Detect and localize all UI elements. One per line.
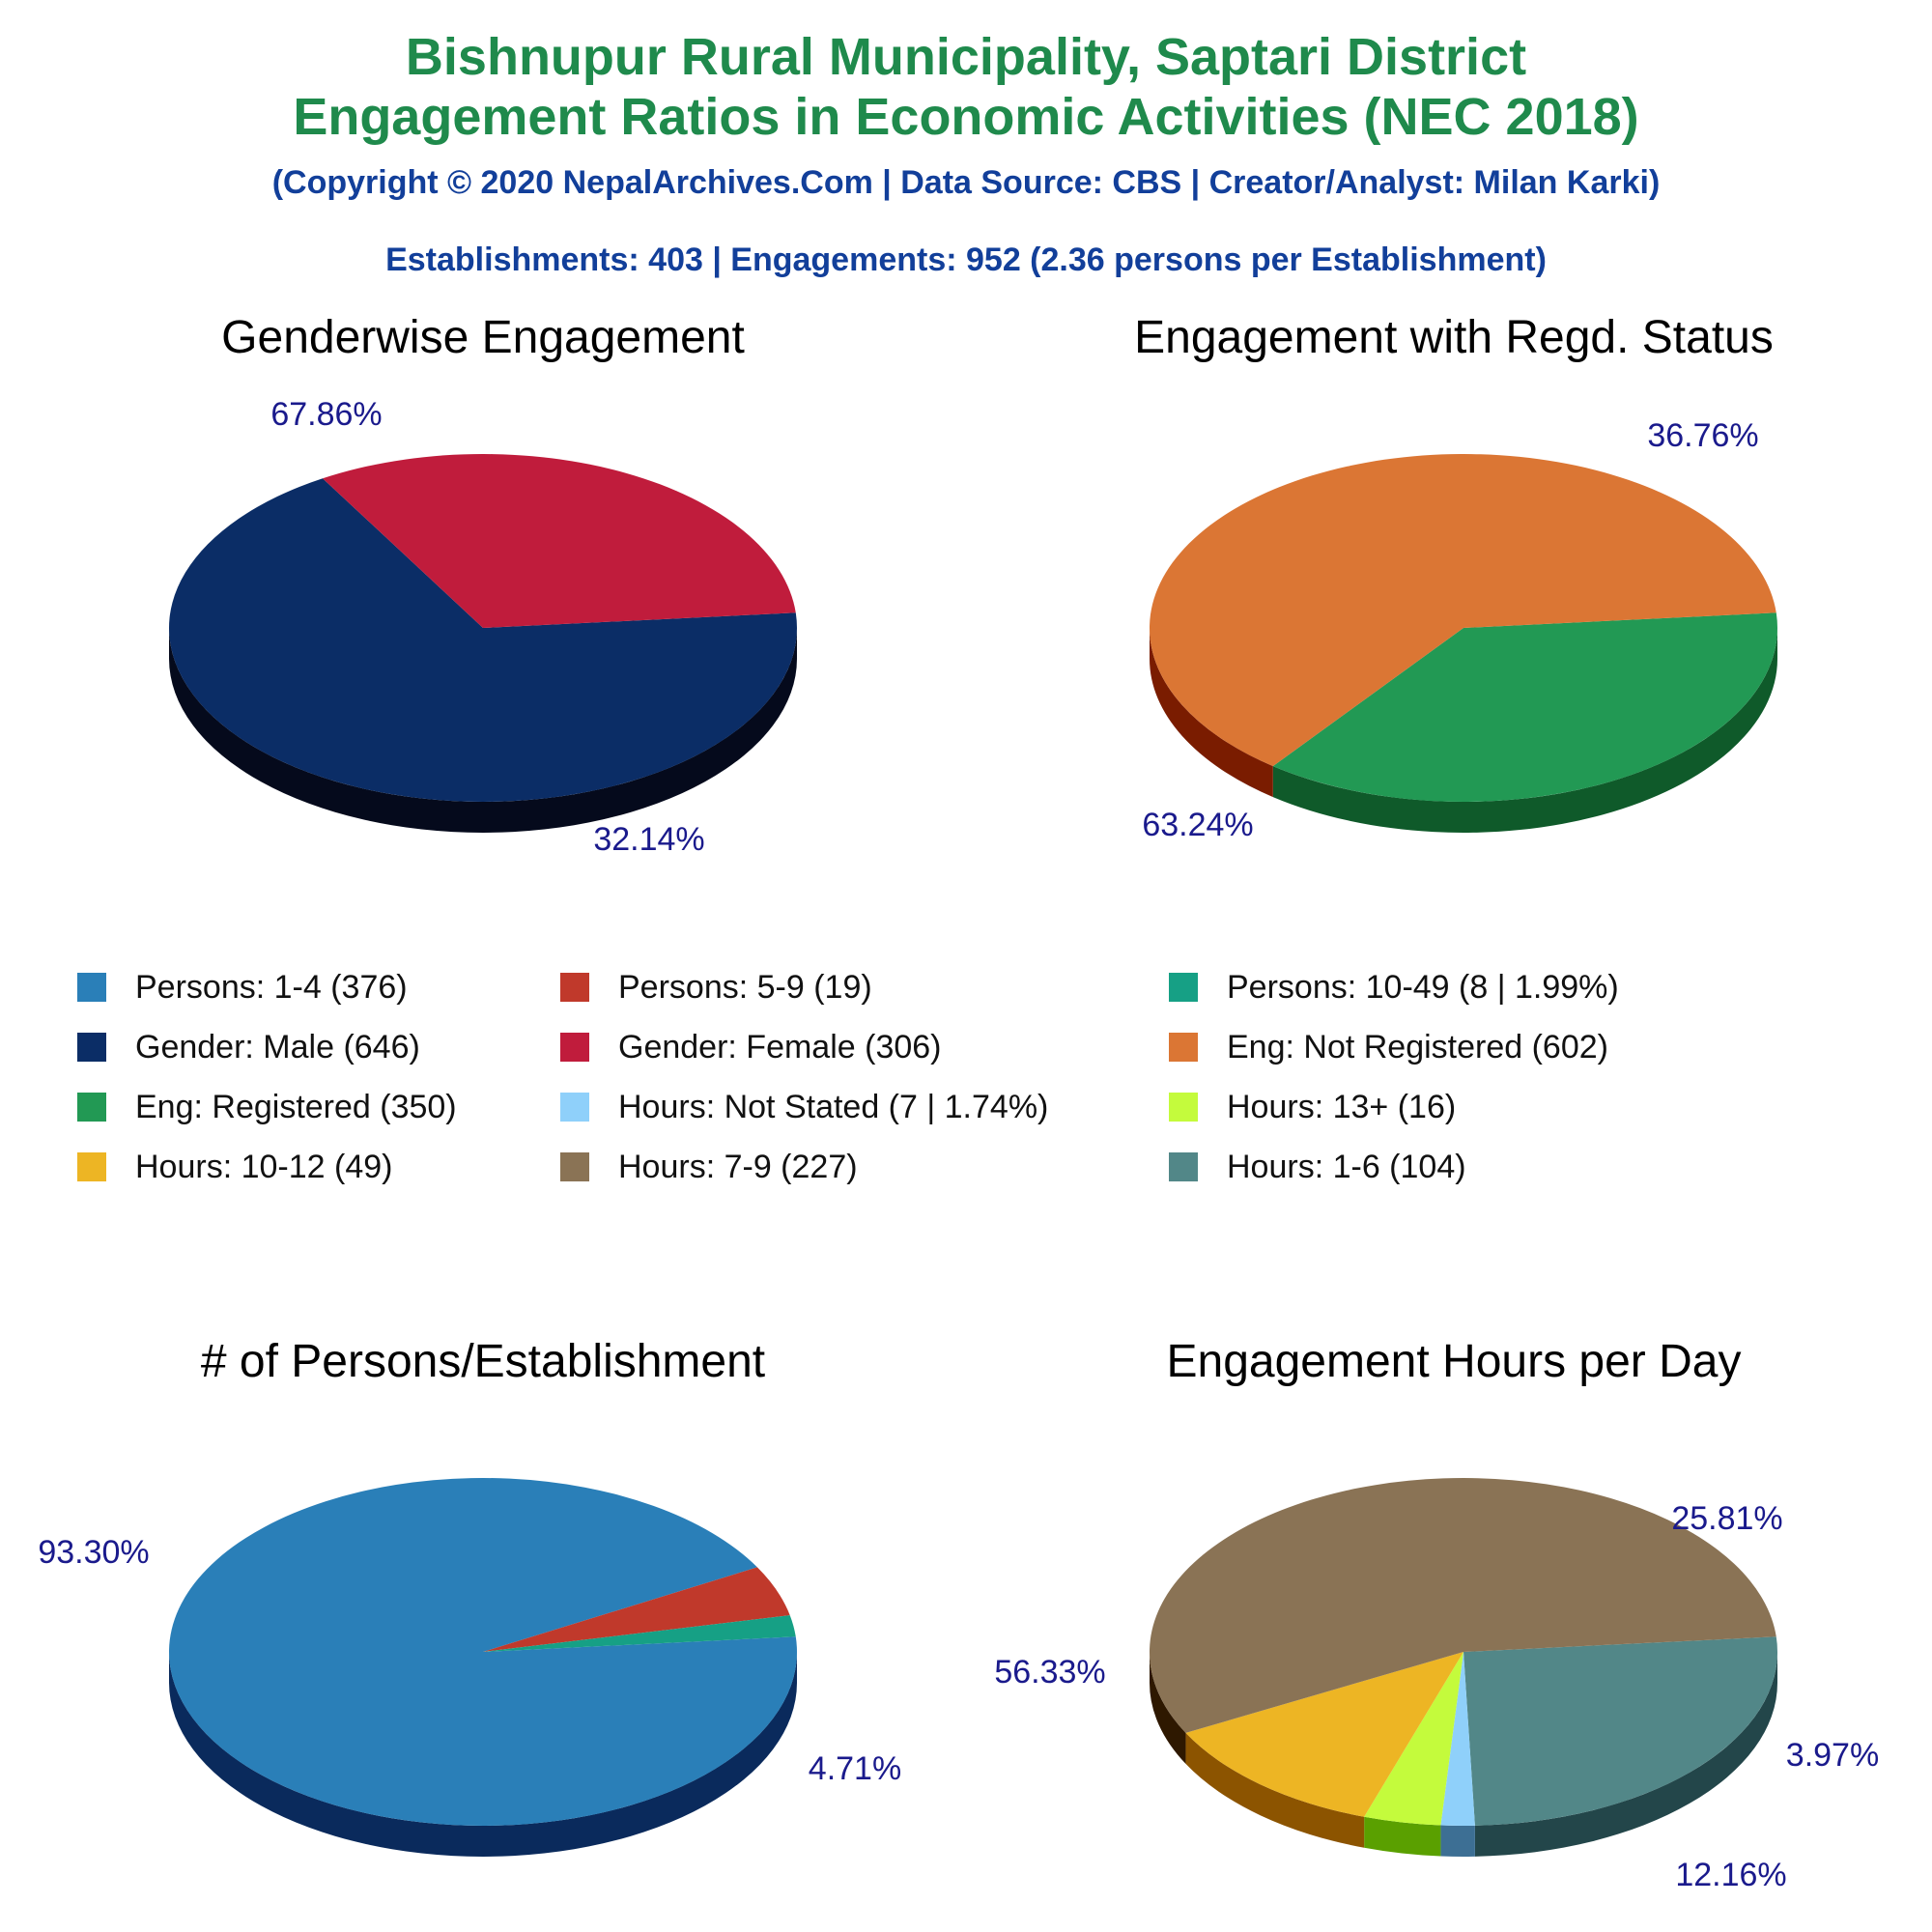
legend-item-hours-1-6-104 [1169, 1148, 1466, 1186]
percent-label-persons-1-4: 93.30% [38, 1534, 150, 1571]
percent-label-eng-not-registered: 63.24% [1142, 807, 1254, 843]
legend-item-hours-13-16 [1169, 1088, 1456, 1126]
legend-label: Hours: 1-6 (104) [1227, 1148, 1466, 1185]
pie-side-hours-not-stated [1440, 1826, 1474, 1857]
percent-label-hours-10-12: 12.16% [1675, 1857, 1787, 1893]
pie-chart-2 [1134, 312, 1777, 843]
legend-swatch [1169, 1152, 1198, 1181]
legend-item-hours-7-9-227 [560, 1148, 858, 1186]
legend-swatch [560, 1033, 589, 1062]
percent-label-persons-5-9: 4.71% [808, 1750, 902, 1787]
pie-chart-3 [38, 1336, 901, 1857]
legend-label: Eng: Not Registered (602) [1227, 1028, 1608, 1065]
pie-slice-hours-1-6 [1463, 1636, 1777, 1826]
legend-label: Gender: Male (646) [135, 1028, 420, 1065]
legend-label: Eng: Registered (350) [135, 1088, 457, 1125]
legend-label: Hours: 10-12 (49) [135, 1148, 393, 1185]
legend-label: Hours: 13+ (16) [1227, 1088, 1457, 1125]
legend-item-hours-10-12-49 [77, 1148, 392, 1186]
legend-label: Persons: 10-49 (8 | 1.99%) [1227, 968, 1619, 1006]
percent-label-gender-female: 32.14% [593, 821, 705, 858]
percent-label-gender-male: 67.86% [270, 396, 383, 433]
legend-swatch [77, 1093, 106, 1122]
pie-title: Engagement Hours per Day [1166, 1336, 1742, 1387]
legend-swatch [77, 1152, 106, 1181]
legend-item-gender-female-306 [560, 1028, 942, 1066]
percent-label-eng-registered: 36.76% [1647, 417, 1759, 454]
copyright-line: (Copyright © 2020 NepalArchives.Com | Data Source: CBS | Creator/Analyst: Milan Karki) [271, 164, 1661, 201]
percent-label-hours-1-6: 25.81% [1671, 1500, 1783, 1537]
chart-title-line2: Engagement Ratios in Economic Activities (NEC 2018) [293, 88, 1639, 146]
legend-item-persons-10-49-8-1-99 [1169, 968, 1619, 1007]
legend-swatch [1169, 973, 1198, 1002]
legend-swatch [560, 1093, 589, 1122]
legend-label: Hours: 7-9 (227) [618, 1148, 858, 1185]
pie-title: Genderwise Engagement [221, 312, 745, 363]
chart-title-line1: Bishnupur Rural Municipality, Saptari District [405, 28, 1527, 86]
percent-label-hours-7-9: 56.33% [994, 1654, 1106, 1690]
legend-swatch [77, 973, 106, 1002]
legend-item-eng-not-registered-602 [1169, 1028, 1608, 1066]
legend-item-persons-5-9-19 [560, 968, 872, 1007]
legend-swatch [560, 1152, 589, 1181]
legend-swatch [560, 973, 589, 1002]
legend-swatch [77, 1033, 106, 1062]
pie-chart-4 [994, 1336, 1879, 1893]
percent-label-hours-13: 3.97% [1785, 1737, 1880, 1774]
legend-label: Persons: 1-4 (376) [135, 968, 408, 1006]
legend-swatch [1169, 1093, 1198, 1122]
pie-chart-1 [169, 312, 797, 858]
legend-item-eng-registered-350 [77, 1088, 457, 1126]
pie-title: Engagement with Regd. Status [1134, 312, 1774, 363]
legend-label: Hours: Not Stated (7 | 1.74%) [618, 1088, 1049, 1125]
legend-item-hours-not-stated-7-1-74 [560, 1088, 1048, 1126]
legend-label: Persons: 5-9 (19) [618, 968, 872, 1006]
pie-title: # of Persons/Establishment [200, 1336, 766, 1387]
legend-label: Gender: Female (306) [618, 1028, 942, 1065]
legend-item-gender-male-646 [77, 1028, 420, 1066]
summary-line: Establishments: 403 | Engagements: 952 (2.36 persons per Establishment) [385, 242, 1547, 278]
legend-swatch [1169, 1033, 1198, 1062]
legend-item-persons-1-4-376 [77, 968, 408, 1007]
